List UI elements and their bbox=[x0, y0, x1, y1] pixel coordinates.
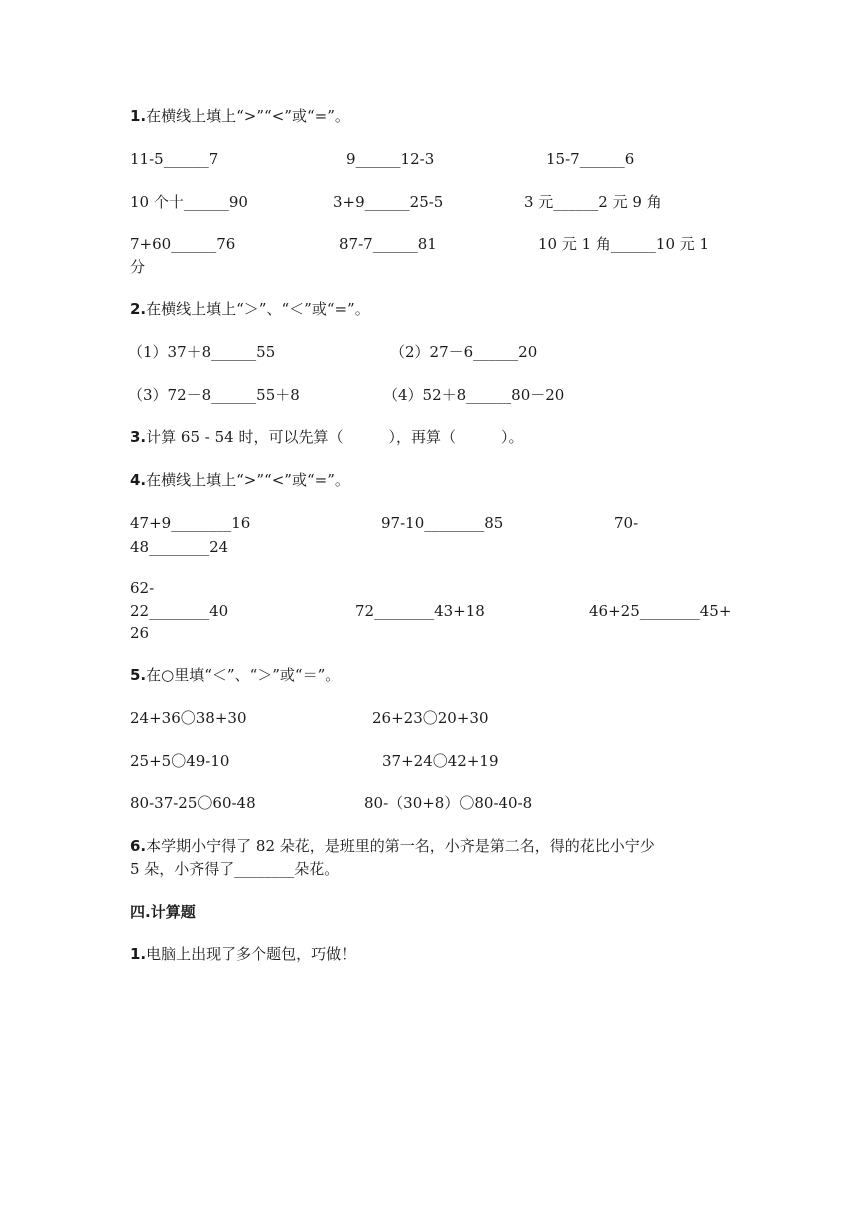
q4-r2-wrap: 26 bbox=[130, 624, 150, 642]
q5-r3-c1: 80-37-25〇60-48 bbox=[130, 794, 256, 812]
calc1-heading bbox=[130, 944, 356, 964]
q2-heading bbox=[130, 299, 370, 319]
q1-r2-c1: 10 个十______90 bbox=[130, 193, 248, 211]
q5-r2-c1: 25+5〇49-10 bbox=[130, 752, 230, 770]
q4-r2-c3: 46+25________45+ bbox=[589, 602, 732, 620]
q2-title: 在横线上填上“＞”、“＜”或“=”。 bbox=[146, 300, 370, 318]
calc1-number: 1. bbox=[130, 945, 147, 963]
q5-r2-c2: 37+24〇42+19 bbox=[382, 752, 499, 770]
q1-r3-wrap: 分 bbox=[130, 258, 146, 276]
q4-number: 4. bbox=[130, 471, 147, 489]
q2-item-4: （4）52＋8______80－20 bbox=[383, 386, 565, 404]
q5-r3-c2: 80-（30+8）〇80-40-8 bbox=[364, 794, 533, 812]
q1-r1-c1: 11-5______7 bbox=[130, 150, 219, 168]
q4-r2-c2: 72________43+18 bbox=[355, 602, 485, 620]
q1-number: 1. bbox=[130, 107, 147, 125]
q5-r1-c1: 24+36〇38+30 bbox=[130, 709, 247, 727]
q4-r1-wrap: 48________24 bbox=[130, 538, 229, 556]
q1-r2-c3: 3 元______2 元 9 角 bbox=[524, 193, 662, 211]
q4-heading bbox=[130, 470, 350, 490]
q5-title: 在○里填“＜”、“＞”或“＝”。 bbox=[146, 666, 341, 684]
q2-item-1: （1）37＋8______55 bbox=[128, 343, 276, 361]
q6-line-1 bbox=[130, 836, 655, 856]
q4-r1-c1: 47+9________16 bbox=[130, 514, 251, 532]
q6-line-2: 5 朵，小齐得了________朵花。 bbox=[130, 860, 340, 878]
q1-r1-c2: 9______12-3 bbox=[346, 150, 435, 168]
q4-r1-c2: 97-10________85 bbox=[381, 514, 504, 532]
q3-text: 计算 65 - 54 时，可以先算（ ），再算（ ）。 bbox=[146, 428, 524, 446]
q1-title: 在横线上填上“>”“<”或“=”。 bbox=[146, 107, 350, 125]
calc1-text: 电脑上出现了多个题包，巧做！ bbox=[146, 945, 357, 963]
q4-r2-top: 62- bbox=[130, 579, 155, 597]
q2-number: 2. bbox=[130, 300, 147, 318]
q4-title: 在横线上填上“>”“<”或“=”。 bbox=[146, 471, 350, 489]
q3-heading bbox=[130, 427, 523, 447]
q1-r3-c2: 87-7______81 bbox=[339, 235, 437, 253]
q6-number: 6. bbox=[130, 837, 147, 855]
q1-r3-c1: 7+60______76 bbox=[130, 235, 236, 253]
q5-r1-c2: 26+23〇20+30 bbox=[372, 709, 489, 727]
q1-heading bbox=[130, 106, 350, 126]
q6-text-1: 本学期小宁得了 82 朵花，是班里的第一名，小齐是第二名，得的花比小宁少 bbox=[146, 837, 655, 855]
q4-r2-c1: 22________40 bbox=[130, 602, 229, 620]
section-4-title: 四.计算题 bbox=[130, 903, 196, 921]
q3-number: 3. bbox=[130, 428, 147, 446]
q2-item-3: （3）72－8______55＋8 bbox=[128, 386, 300, 404]
q1-r1-c3: 15-7______6 bbox=[546, 150, 635, 168]
q2-item-2: （2）27－6______20 bbox=[390, 343, 538, 361]
q1-r2-c2: 3+9______25-5 bbox=[333, 193, 444, 211]
q5-number: 5. bbox=[130, 666, 147, 684]
q4-r1-c3: 70- bbox=[614, 514, 639, 532]
q5-heading bbox=[130, 665, 340, 685]
q1-r3-c3: 10 元 1 角______10 元 1 bbox=[538, 235, 710, 253]
